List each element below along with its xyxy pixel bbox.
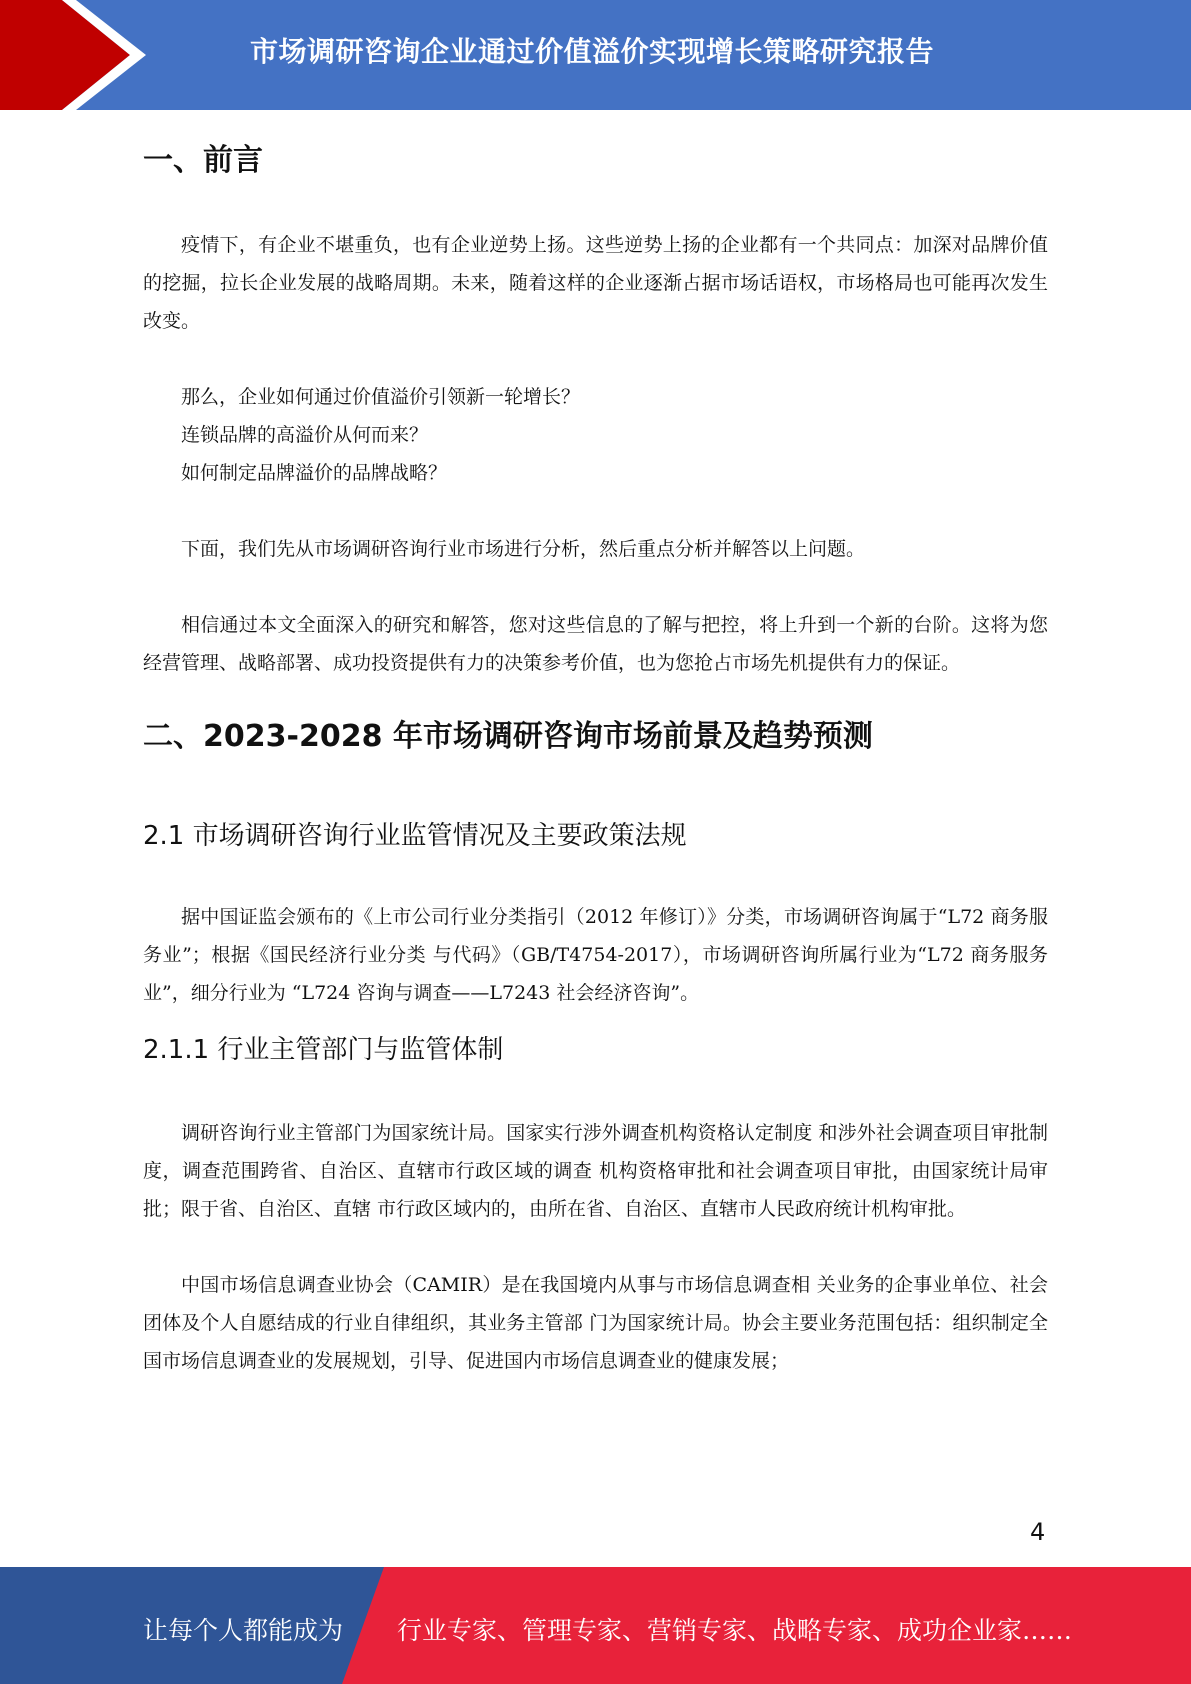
- intro-paragraph: 疫情下，有企业不堪重负，也有企业逆势上扬。这些逆势上扬的企业都有一个共同点：加深对品牌价值的挖掘，拉长企业发展的战略周期。未来，随着这样的企业逐渐占据市场话语权，市场格局也可能再次发生改变。: [143, 234, 1048, 332]
- page-footer: [0, 1567, 1191, 1684]
- section-2-1-heading: 2.1 市场调研咨询行业监管情况及主要政策法规: [143, 821, 687, 851]
- question-2: 连锁品牌的高溢价从何而来？: [181, 424, 429, 446]
- section-2-1-1-heading: 2.1.1 行业主管部门与监管体制: [143, 1035, 504, 1065]
- question-1: 那么，企业如何通过价值溢价引领新一轮增长？: [181, 386, 581, 408]
- footer-slogan-left: 让每个人都能成为: [143, 1616, 344, 1645]
- page-content: [143, 138, 1048, 1380]
- section-2-heading: 二、2023-2028 年市场调研咨询市场前景及趋势预测: [143, 719, 873, 754]
- header-arrow-decoration: [0, 0, 160, 110]
- section-1-heading: 一、前言: [143, 143, 263, 178]
- footer-slogan-right: 行业专家、管理专家、营销专家、战略专家、成功企业家……: [397, 1616, 1073, 1645]
- page-number: 4: [1030, 1518, 1046, 1546]
- page-header: [0, 0, 1191, 110]
- question-3: 如何制定品牌溢价的品牌战略？: [181, 462, 448, 484]
- regulator-paragraph: 调研咨询行业主管部门为国家统计局。国家实行涉外调查机构资格认定制度 和涉外社会调查项目审批制度，调查范围跨省、自治区、直辖市行政区域的调查 机构资格审批和社会调查项目审批，由国家统计局审批；限于省、自治区、直辖 市行政区域内的，由所在省、自治区、直辖市人民政府统计机构审批。: [143, 1122, 1048, 1220]
- value-paragraph: 相信通过本文全面深入的研究和解答，您对这些信息的了解与把控，将上升到一个新的台阶。这将为您经营管理、战略部署、成功投资提供有力的决策参考价值，也为您抢占市场先机提供有力的保证。: [143, 614, 1048, 674]
- document-title: 市场调研咨询企业通过价值溢价实现增长策略研究报告: [250, 35, 935, 68]
- analysis-paragraph: 下面，我们先从市场调研咨询行业市场进行分析，然后重点分析并解答以上问题。: [181, 538, 866, 560]
- association-paragraph: 中国市场信息调查业协会（CAMIR）是在我国境内从事与市场信息调查相 关业务的企事业单位、社会团体及个人自愿结成的行业自律组织，其业务主管部 门为国家统计局。协会主要业务范围包括：组织制定全国市场信息调查业的发展规划，引导、促进国内市场信息调查业的健康发展；: [143, 1274, 1048, 1372]
- classification-paragraph: 据中国证监会颁布的《上市公司行业分类指引（2012 年修订）》分类，市场调研咨询属于“L72 商务服务业”；根据《国民经济行业分类 与代码》（GB/T4754-2017），市场调研咨询所属行业为“L72 商务服务业”，细分行业为 “L724 咨询与调查——L7243 社会经济咨询”。: [143, 906, 1048, 1004]
